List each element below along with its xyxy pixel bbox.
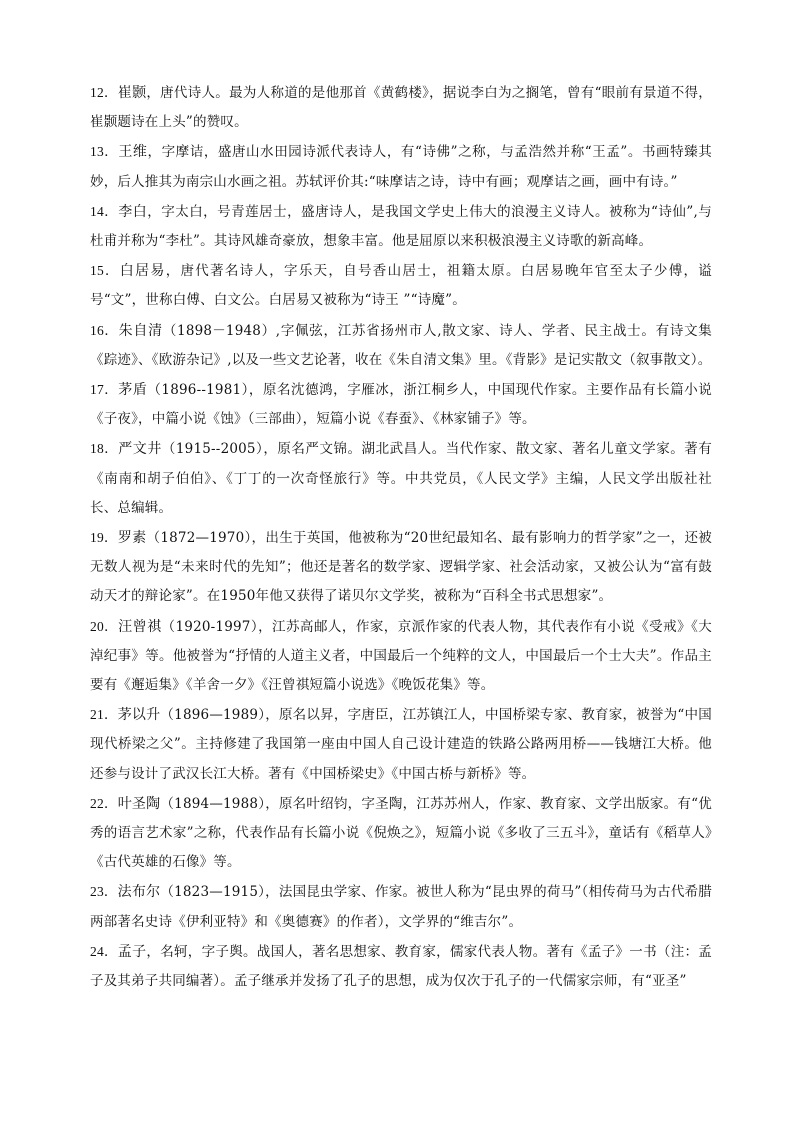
entry-cui-hao	[90, 78, 712, 137]
entry-mencius	[90, 937, 712, 996]
entry-number: 12．	[90, 85, 118, 100]
entry-number: 16．	[90, 322, 119, 338]
entry-text: ，唐代诗人。最为人称道的是他那首《黄鹤楼》，据说李白为之搁笔，曾有“眼前有景道不得，崔颢题诗在上头”的赞叹。	[90, 85, 712, 131]
entry-number: 19．	[90, 530, 118, 546]
entry-text: （1894—1988），原名叶绍钧，字圣陶，江苏苏州人，作家、教育家、文学出版家。有“优秀的语言艺术家”之称，代表作品有长篇小说《倪焕之》，短篇小说《多收了三五斗》，童话有《稻草人》《古代英雄的石像》等。	[90, 795, 712, 871]
entry-text: （1915--2005），原名严文锦。湖北武昌人。当代作家、散文家、著名儿童文学家。著有《南南和胡子伯伯》、《丁丁的一次奇怪旅行》等。中共党员，《人民文学》主编，人民文学出版社社长、总编辑。	[90, 441, 712, 516]
entry-name: 茅以升	[117, 707, 161, 724]
entry-text: ，字太白，号青莲居士，盛唐诗人，是我国文学史上伟大的浪漫主义诗人。被称为“诗仙”,与杜甫并称为“李杜”。其诗风雄奇豪放，想象丰富。他是屈原以来积极浪漫主义诗歌的新高峰。	[90, 203, 713, 250]
entry-number: 13．	[90, 144, 119, 160]
entry-li-bai	[90, 197, 712, 256]
entry-yan-wenjing	[90, 434, 712, 523]
entry-name: 罗素	[117, 530, 147, 547]
entries-list	[90, 78, 712, 996]
entry-wang-wei	[90, 137, 712, 196]
entry-text: （1823—1915），法国昆虫学家、作家。被世人称为“昆虫界的荷马”（相传荷马为古代希腊两部著名史诗《伊利亚特》和《奥德赛》的作者），文学界的“维吉尔”。	[90, 884, 713, 930]
entry-wang-zengqi	[90, 612, 712, 701]
entry-text: ，字摩诘，盛唐山水田园诗派代表诗人，有“诗佛”之称，与孟浩然并称“王孟”。书画特臻其妙，后人推其为南宗山水画之祖。苏轼评价其:“味摩诘之诗，诗中有画；观摩诘之画，画中有诗。”	[90, 144, 712, 190]
entry-number: 20．	[90, 618, 119, 634]
entry-number: 15．	[90, 263, 120, 279]
entry-text: ，唐代著名诗人，字乐天，自号香山居士，祖籍太原。白居易晚年官至太子少傅，谥号“文”，世称白傅、白文公。白居易又被称为“诗王 ”“诗魔”。	[90, 263, 712, 309]
entry-text: ，名轲，字子舆。战国人，著名思想家、教育家，儒家代表人物。著有《孟子》一书（注：孟子及其弟子共同编著）。孟子继承并发扬了孔子的思想，成为仅次于孔子的一代儒家宗师，有“亚圣”	[90, 943, 712, 990]
entry-name: 朱自清	[118, 322, 163, 339]
entry-russell	[90, 523, 712, 612]
entry-text: （1896—1989），原名以昇，字唐臣，江苏镇江人，中国桥梁专家、教育家，被誉为“中国现代桥梁之父”。主持修建了我国第一座由中国人自己设计建造的铁路公路两用桥——钱塘江大桥。他还参与设计了武汉长江大桥。著有《中国桥梁史》《中国古桥与新桥》等。	[90, 707, 712, 782]
entry-name: 叶圣陶	[117, 795, 161, 812]
entry-name: 法布尔	[117, 884, 161, 901]
entry-number: 23．	[90, 884, 118, 900]
entry-name: 王维	[118, 144, 148, 161]
entry-number: 22．	[90, 795, 118, 811]
entry-number: 17．	[90, 382, 119, 398]
entry-number: 24．	[90, 943, 118, 959]
entry-text: （1898－1948）,字佩弦，江苏省扬州市人,散文家、诗人、学者、民主战士。有诗文集《踪迹》、《欧游杂记》,以及一些文艺论著，收在《朱自清文集》里。《背影》是记实散文（叙事散文）。	[90, 322, 712, 368]
entry-name: 严文井	[118, 441, 162, 458]
entry-zhu-ziqing	[90, 316, 712, 375]
entry-text: （1920-1997），江苏高邮人，作家，京派作家的代表人物，其代表作有小说《受戒》《大淖纪事》等。他被誉为“抒情的人道主义者，中国最后一个纯粹的文人，中国最后一个士大夫”。作品主要有《邂逅集》《羊舍一夕》《汪曾祺短篇小说选》《晚饭花集》等。	[90, 618, 712, 694]
entry-name: 崔颢	[117, 85, 147, 101]
entry-name: 孟子	[117, 943, 147, 960]
entry-name: 茅盾	[118, 382, 148, 399]
entry-number: 18．	[90, 441, 119, 457]
entry-ye-shengtao	[90, 789, 712, 878]
entry-number: 14．	[90, 203, 119, 219]
entry-mao-yisheng	[90, 700, 712, 789]
entry-mao-dun	[90, 375, 712, 434]
entry-number: 21．	[90, 707, 118, 723]
entry-name: 李白	[118, 203, 148, 220]
entry-text: （1872—1970），出生于英国，他被称为“20世纪最知名、最有影响力的哲学家”之一，还被无数人视为是“未来时代的先知”；他还是著名的数学家、逻辑学家、社会活动家，又被公认为“富有鼓动天才的辩论家”。在1950年他又获得了诺贝尔文学奖，被称为“百科全书式思想家”。	[90, 530, 712, 605]
entry-text: （1896--1981），原名沈德鸿，字雁冰，浙江桐乡人，中国现代作家。主要作品有长篇小说《子夜》，中篇小说《蚀》（三部曲），短篇小说《春蚕》、《林家铺子》等。	[90, 382, 712, 428]
entry-name: 白居易	[119, 263, 166, 280]
entry-fabre	[90, 877, 712, 936]
entry-name: 汪曾祺	[118, 618, 162, 635]
entry-bai-juyi	[90, 256, 712, 315]
